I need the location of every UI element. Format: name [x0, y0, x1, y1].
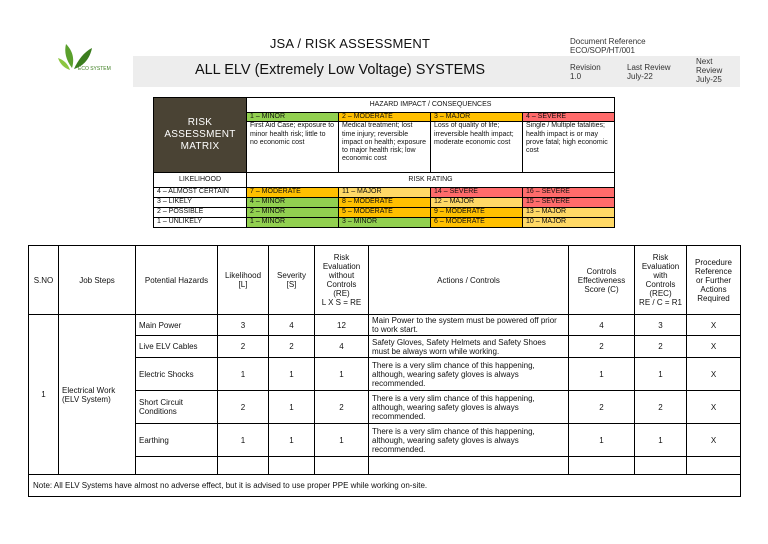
header-line: without [328, 271, 355, 280]
cell-job-step: Electrical Work (ELV System) [59, 315, 136, 475]
last-review [627, 63, 671, 81]
table-row [29, 358, 741, 391]
table-row [29, 424, 741, 457]
cell-procedure: X [687, 336, 741, 358]
likelihood-label: 1 – UNLIKELY [154, 218, 247, 228]
cell-action: There is a very slim chance of this happening, although, wearing safety gloves is always recommended. [369, 391, 569, 424]
impact-major-desc: Loss of quality of life; irreversible health impact; moderate economic cost [431, 122, 523, 173]
header-risk-evaluation-controls [635, 246, 687, 315]
header-line: (RE) [333, 289, 350, 298]
header-controls-effectiveness [569, 246, 635, 315]
risk-assessment-matrix [153, 97, 615, 228]
cell-hazard: Earthing [136, 424, 218, 457]
header-job-steps: Job Steps [59, 246, 136, 315]
header-line: Controls [586, 266, 617, 276]
cell-empty [136, 457, 218, 475]
rating-cell: 5 – MODERATE [339, 208, 431, 218]
rating-cell: 10 – MAJOR [523, 218, 615, 228]
header-line: L X S = RE [321, 298, 362, 307]
rating-cell: 2 – MINOR [247, 208, 339, 218]
cell-empty [635, 457, 687, 475]
header-line: [L] [238, 280, 248, 289]
impact-major: 3 – MAJOR [431, 113, 523, 122]
matrix-title [154, 98, 247, 173]
header-line: Score (C) [584, 284, 619, 294]
cell-c: 2 [569, 391, 635, 424]
impact-severe: 4 – SEVERE [523, 113, 615, 122]
header-risk-evaluation [315, 246, 369, 315]
cell-c: 1 [569, 424, 635, 457]
next-review-value: July-25 [696, 75, 722, 84]
cell-rec: 1 [635, 424, 687, 457]
rating-cell: 15 – SEVERE [523, 198, 615, 208]
header-sno: S.NO [29, 246, 59, 315]
cell-procedure: X [687, 358, 741, 391]
table-row [29, 336, 741, 358]
doc-reference-label: Document Reference [570, 37, 646, 46]
revision-value: 1.0 [570, 72, 582, 81]
cell-action: There is a very slim chance of this happening, although, wearing safety gloves is always recommended. [369, 358, 569, 391]
logo-text: ECO SYSTEM [78, 66, 111, 72]
header-line: or Further [695, 275, 732, 285]
document-title: JSA / RISK ASSESSMENT [269, 36, 431, 51]
next-review-label: Next [696, 57, 713, 66]
likelihood-label: 3 – LIKELY [154, 198, 247, 208]
rating-cell: 11 – MAJOR [339, 188, 431, 198]
cell-sno: 1 [29, 315, 59, 475]
rating-cell: 16 – SEVERE [523, 188, 615, 198]
header-line: [S] [286, 280, 297, 289]
header-line: Evaluation [641, 262, 680, 271]
cell-procedure: X [687, 424, 741, 457]
cell-likelihood: 2 [218, 336, 269, 358]
header-line: Controls [645, 280, 676, 289]
header-line: Evaluation [322, 262, 361, 271]
cell-likelihood: 2 [218, 391, 269, 424]
cell-hazard: Live ELV Cables [136, 336, 218, 358]
cell-severity: 2 [269, 336, 315, 358]
impact-minor-desc: First Aid Case; exposure to minor health risk; little to no economic cost [247, 122, 339, 173]
table-row [29, 315, 741, 336]
revision-label: Revision [570, 63, 601, 72]
header-line: Procedure [695, 257, 732, 267]
cell-empty [569, 457, 635, 475]
header-actions-controls: Actions / Controls [369, 246, 569, 315]
rating-cell: 1 – MINOR [247, 218, 339, 228]
table-row-empty [29, 457, 741, 475]
rating-cell: 8 – MODERATE [339, 198, 431, 208]
header-likelihood [218, 246, 269, 315]
cell-hazard: Main Power [136, 315, 218, 336]
cell-re: 4 [315, 336, 369, 358]
cell-empty [315, 457, 369, 475]
cell-severity: 1 [269, 391, 315, 424]
impact-header: HAZARD IMPACT / CONSEQUENCES [247, 98, 615, 113]
cell-re: 1 [315, 424, 369, 457]
cell-action: Safety Gloves, Safety Helmets and Safety Shoes must be always worn while working. [369, 336, 569, 358]
cell-empty [369, 457, 569, 475]
header-line: RE / C = R1 [639, 298, 682, 307]
cell-likelihood: 1 [218, 358, 269, 391]
header-procedure-reference [687, 246, 741, 315]
header-line: Controls [326, 280, 357, 289]
header-line: with [653, 271, 668, 280]
revision [570, 63, 601, 81]
jsa-table [28, 245, 741, 497]
cell-empty [269, 457, 315, 475]
cell-action: There is a very slim chance of this happening, although, wearing safety gloves is always recommended. [369, 424, 569, 457]
likelihood-label: 4 – ALMOST CERTAIN [154, 188, 247, 198]
header-line: Likelihood [224, 271, 262, 280]
doc-reference [570, 37, 646, 55]
cell-c: 2 [569, 336, 635, 358]
cell-severity: 4 [269, 315, 315, 336]
table-header-row [29, 246, 741, 315]
impact-moderate: 2 – MODERATE [339, 113, 431, 122]
matrix-title-line: MATRIX [180, 141, 220, 153]
cell-re: 12 [315, 315, 369, 336]
header-line: (REC) [649, 289, 672, 298]
header-line: Risk [333, 253, 350, 262]
rating-cell: 13 – MAJOR [523, 208, 615, 218]
cell-re: 2 [315, 391, 369, 424]
company-logo [58, 40, 110, 84]
rating-cell: 9 – MODERATE [431, 208, 523, 218]
header-line: Effectiveness [577, 275, 626, 285]
note-row [29, 475, 741, 497]
likelihood-header: LIKELIHOOD [154, 173, 247, 188]
rating-cell: 4 – MINOR [247, 198, 339, 208]
rating-cell: 14 – SEVERE [431, 188, 523, 198]
cell-c: 4 [569, 315, 635, 336]
document-subtitle: ALL ELV (Extremely Low Voltage) SYSTEMS [194, 62, 486, 78]
cell-rec: 2 [635, 336, 687, 358]
likelihood-label: 2 – POSSIBLE [154, 208, 247, 218]
cell-hazard: Electric Shocks [136, 358, 218, 391]
header-line: Required [697, 293, 730, 303]
header-line: Risk [652, 253, 669, 262]
risk-rating-header: RISK RATING [247, 173, 615, 188]
rating-cell: 6 – MODERATE [431, 218, 523, 228]
cell-likelihood: 3 [218, 315, 269, 336]
table-row [29, 391, 741, 424]
matrix-title-line: ASSESSMENT [164, 129, 236, 141]
impact-moderate-desc: Medical treatment; lost time injury; reversible impact on health; exposure to major health risk; low economic cost [339, 122, 431, 173]
cell-likelihood: 1 [218, 424, 269, 457]
last-review-value: July-22 [627, 72, 653, 81]
cell-action: Main Power to the system must be powered off prior to work start. [369, 315, 569, 336]
impact-severe-desc: Single / Multiple fatalities; health impact is or may prove fatal; high economic cost [523, 122, 615, 173]
doc-reference-value: ECO/SOP/HT/001 [570, 46, 635, 55]
next-review-label-2: Review [696, 66, 723, 75]
cell-procedure: X [687, 315, 741, 336]
cell-severity: 1 [269, 424, 315, 457]
cell-rec: 3 [635, 315, 687, 336]
cell-empty [218, 457, 269, 475]
header-line: Reference [695, 266, 732, 276]
cell-re: 1 [315, 358, 369, 391]
cell-hazard: Short Circuit Conditions [136, 391, 218, 424]
cell-rec: 1 [635, 358, 687, 391]
table-note: Note: All ELV Systems have almost no adverse effect, but it is advised to use proper PPE while working on-site. [29, 475, 741, 497]
header-severity [269, 246, 315, 315]
rating-cell: 12 – MAJOR [431, 198, 523, 208]
rating-cell: 7 – MODERATE [247, 188, 339, 198]
header-line: Severity [277, 271, 306, 280]
cell-severity: 1 [269, 358, 315, 391]
cell-procedure: X [687, 391, 741, 424]
cell-empty [687, 457, 741, 475]
header-line: Actions [700, 284, 727, 294]
header-potential-hazards: Potential Hazards [136, 246, 218, 315]
next-review [696, 57, 722, 84]
rating-cell: 3 – MINOR [339, 218, 431, 228]
last-review-label: Last Review [627, 63, 671, 72]
cell-c: 1 [569, 358, 635, 391]
impact-minor: 1 – MINOR [247, 113, 339, 122]
cell-rec: 2 [635, 391, 687, 424]
matrix-title-line: RISK [187, 117, 213, 129]
